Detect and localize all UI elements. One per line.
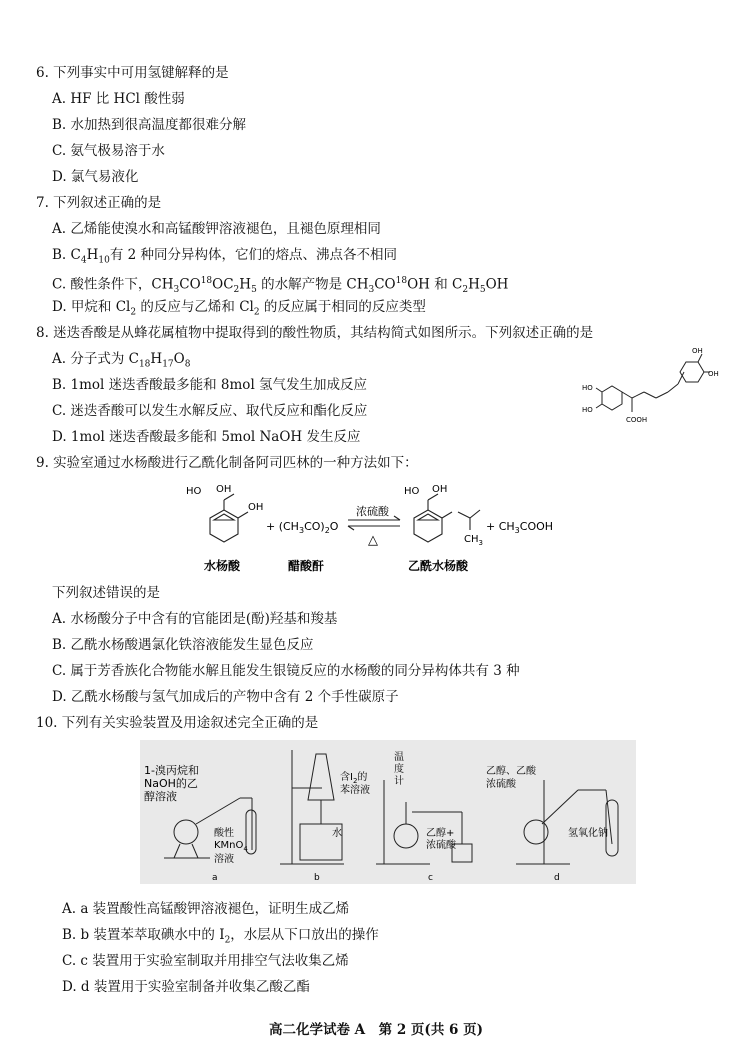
eq-condition: 浓硫酸 (356, 505, 389, 518)
eq-label-aspirin: 乙酰水杨酸 (408, 559, 469, 573)
q9-sub: 下列叙述错误的是 (52, 585, 160, 601)
a-label-2: NaOH的乙 (144, 777, 198, 790)
q6-option-b: B. 水加热到很高温度都很难分解 (52, 117, 247, 133)
eq-oh-acid: OH (216, 484, 232, 495)
apparatus-b-label: b (314, 873, 320, 883)
eq-ho-2: HO (404, 486, 420, 497)
q6-option-a: A. HF 比 HCl 酸性弱 (52, 91, 185, 107)
q10-option-c: C. c 装置用于实验室制取并用排空气法收集乙烯 (62, 953, 349, 969)
q7-stem: 7. 下列叙述正确的是 (36, 195, 162, 211)
b-label-3: 水 (332, 828, 342, 839)
q8-option-d: D. 1mol 迷迭香酸最多能和 5mol NaOH 发生反应 (52, 429, 361, 445)
a-label-5: KMnO$_4$ (214, 840, 248, 853)
eq-label-salicylic: 水杨酸 (204, 559, 241, 573)
d-label-1: 乙醇、乙酸 (486, 766, 536, 777)
page-footer: 高二化学试卷 A 第 2 页(共 6 页) (268, 1022, 484, 1038)
q10-stem: 10. 下列有关实验装置及用途叙述完全正确的是 (36, 715, 319, 731)
q7-option-d: D. 甲烷和 $Cl_2$ 的反应与乙烯和 $Cl_2$ 的反应属于相同的反应类型 (52, 299, 426, 318)
eq-oh-2: OH (432, 484, 448, 495)
c-label-2: 度 (394, 764, 404, 775)
eq-heat: △ (368, 533, 378, 548)
q7-option-b: B. $C_4H_{10}$有 2 种同分异构体，它们的熔点、沸点各不相同 (52, 247, 397, 266)
a-label-3: 醇溶液 (144, 790, 177, 803)
q10-option-d: D. d 装置用于实验室制备并收集乙酸乙酯 (62, 979, 310, 995)
q6-option-d: D. 氯气易液化 (52, 169, 139, 185)
d-label-3: 氢氧化钠 (568, 828, 608, 839)
a-label-4: 酸性 (214, 828, 234, 839)
fig-oh-2: OH (708, 370, 719, 378)
eq-label-anhydride: 醋酸酐 (288, 559, 325, 573)
q8-option-a: A. 分子式为 $C_{18}H_{17}O_8$ (52, 351, 191, 370)
a-label-1: 1-溴丙烷和 (144, 764, 199, 777)
c-label-1: 温 (394, 752, 404, 763)
fig-oh-1: OH (692, 347, 703, 355)
eq-ch3: $CH_3$ (464, 534, 483, 547)
eq-acetic-acid: + $CH_3COOH$ (486, 520, 554, 535)
q8-option-b: B. 1mol 迷迭香酸最多能和 8mol 氢气发生加成反应 (52, 377, 368, 393)
b-label-2: 苯溶液 (340, 785, 370, 796)
fig-ho-2: HO (582, 406, 593, 414)
d-label-2: 浓硫酸 (486, 779, 516, 790)
apparatus-c-label: c (428, 873, 433, 883)
q6-option-c: C. 氨气极易溶于水 (52, 143, 165, 159)
c-label-5: 浓硫酸 (426, 840, 456, 851)
apparatus-d-label: d (554, 873, 560, 883)
q9-option-b: B. 乙酰水杨酸遇氯化铁溶液能发生显色反应 (52, 637, 314, 653)
apparatus-figure (140, 740, 636, 884)
c-label-3: 计 (394, 776, 404, 787)
eq-oh-phenol: OH (248, 502, 264, 513)
q10-option-a: A. a 装置酸性高锰酸钾溶液褪色，证明生成乙烯 (62, 901, 350, 917)
q7-option-a: A. 乙烯能使溴水和高锰酸钾溶液褪色，且褪色原理相同 (52, 221, 381, 237)
fig-ho-1: HO (582, 384, 593, 392)
c-label-4: 乙醇+ (426, 828, 455, 839)
q9-stem: 9. 实验室通过水杨酸进行乙酰化制备阿司匹林的一种方法如下： (36, 455, 418, 471)
q9-option-a: A. 水杨酸分子中含有的官能团是(酚)羟基和羧基 (52, 611, 338, 627)
q6-stem: 6. 下列事实中可用氢键解释的是 (36, 65, 229, 81)
q9-option-d: D. 乙酰水杨酸与氢气加成后的产物中含有 2 个手性碳原子 (52, 689, 399, 705)
fig-cooh: COOH (626, 416, 648, 424)
q10-option-b: B. b 装置苯萃取碘水中的 $I_2$，水层从下口放出的操作 (62, 927, 379, 946)
b-label-1: 含$I_2$的 (340, 772, 368, 785)
aspirin-reaction-equation (186, 478, 566, 578)
eq-anhydride: + $(CH_3CO)_2O$ (266, 520, 339, 535)
q8-option-c: C. 迷迭香酸可以发生水解反应、取代反应和酯化反应 (52, 403, 368, 419)
apparatus-a-label: a (212, 873, 218, 883)
a-label-6: 溶液 (214, 854, 234, 865)
q7-option-c: C. 酸性条件下，$CH_3CO^{18}OC_2H_5$ 的水解产物是 $CH_3CO^{18}OH$ 和 $C_2H_5OH$ (52, 276, 509, 296)
eq-ho-1: HO (186, 486, 202, 497)
q8-stem: 8. 迷迭香酸是从蜂花属植物中提取得到的酸性物质，其结构简式如图所示。下列叙述正确的是 (36, 325, 594, 341)
rosmarinic-acid-structure (572, 344, 722, 430)
q9-option-c: C. 属于芳香族化合物能水解且能发生银镜反应的水杨酸的同分异构体共有 3 种 (52, 663, 520, 679)
